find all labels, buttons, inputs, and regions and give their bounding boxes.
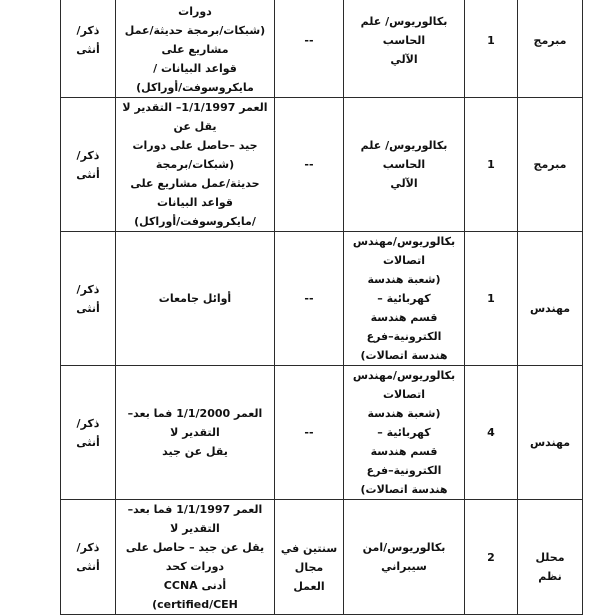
requirements: العمر 1/1/1997– التقدير لا يقل عن جيد –حاصل على دورات (شبكات/برمجة حديثة/عمل مشاريع على قواعد البيانات /مايكروسوفت/أوراكل) <box>122 101 268 228</box>
gender: ذكر/أنثى <box>76 416 100 449</box>
vacancy-count-cell <box>465 98 518 232</box>
qualification-cell <box>344 366 465 500</box>
qualification: بكالوريوس/ علم الحاسب الآلي <box>360 14 448 66</box>
vacancy-count-cell <box>465 366 518 500</box>
job-title-cell <box>518 500 583 615</box>
experience: سنتين في مجال العمل <box>280 541 338 593</box>
vacancy-count-cell <box>465 232 518 366</box>
requirements: أوائل جامعات <box>158 292 232 305</box>
table-row <box>61 0 583 98</box>
qualification-cell <box>344 0 465 98</box>
requirements: دورات (شبكات/برمجة حديثة/عمل مشاريع على قواعد البيانات /مايكروسوفت/أوراكل) <box>124 5 266 94</box>
experience-cell <box>275 366 344 500</box>
job-title-cell <box>518 232 583 366</box>
job-title: مبرمج <box>533 33 567 47</box>
job-vacancies-table <box>60 0 583 615</box>
gender-cell <box>61 500 116 615</box>
job-title: مهندس <box>529 436 571 449</box>
table-row <box>61 98 583 232</box>
requirements-cell <box>116 98 275 232</box>
requirements: العمر 1/1/2000 فما بعد– التقدير لا يقل عن جيد <box>127 407 263 458</box>
experience-cell <box>275 500 344 615</box>
table-row <box>61 500 583 615</box>
experience-cell <box>275 232 344 366</box>
requirements: العمر 1/1/1997 فما بعد– التقدير لا يقل عن جيد – حاصل على دورات كحد أدنى CCNA certified/CEH) <box>125 503 265 611</box>
table-row <box>61 366 583 500</box>
experience: -- <box>304 292 314 305</box>
gender-cell <box>61 0 116 98</box>
qualification: بكالوريوس/مهندس اتصالات (شعبة هندسة كهربائية – قسم هندسة الكترونية–فرع هندسة اتصالات) <box>352 235 456 362</box>
requirements-cell <box>116 232 275 366</box>
vacancy-count: 4 <box>487 426 495 439</box>
experience: -- <box>304 158 314 171</box>
gender: ذكر/أنثى <box>76 541 100 573</box>
gender: ذكر/أنثى <box>76 282 100 315</box>
vacancy-count: 1 <box>487 292 495 305</box>
qualification-cell <box>344 232 465 366</box>
vacancy-count: 1 <box>487 158 495 171</box>
qualification: بكالوريوس/امن سيبراني <box>362 541 446 573</box>
qualification-cell <box>344 500 465 615</box>
experience-cell <box>275 98 344 232</box>
vacancy-count-cell <box>465 0 518 98</box>
job-title: مهندس <box>529 302 571 315</box>
job-title: محلل نظم <box>535 551 565 583</box>
experience: -- <box>304 426 314 439</box>
requirements-cell <box>116 0 275 98</box>
vacancy-count: 1 <box>487 33 495 47</box>
job-title-cell <box>518 0 583 98</box>
experience-cell <box>275 0 344 98</box>
vacancy-count: 2 <box>487 550 495 564</box>
table-row <box>61 232 583 366</box>
job-title-cell <box>518 366 583 500</box>
gender-cell <box>61 232 116 366</box>
job-title: مبرمج <box>533 158 567 171</box>
experience: -- <box>304 33 314 47</box>
job-title-cell <box>518 98 583 232</box>
gender-cell <box>61 98 116 232</box>
vacancy-count-cell <box>465 500 518 615</box>
gender: ذكر/أنثى <box>76 148 100 181</box>
qualification: بكالوريوس/مهندس اتصالات (شعبة هندسة كهربائية – قسم هندسة الكترونية–فرع هندسة اتصالات) <box>352 369 456 496</box>
gender-cell <box>61 366 116 500</box>
requirements-cell <box>116 366 275 500</box>
qualification-cell <box>344 98 465 232</box>
requirements-cell <box>116 500 275 615</box>
qualification: بكالوريوس/ علم الحاسب الآلي <box>360 139 448 190</box>
gender: ذكر/أنثى <box>76 24 100 56</box>
